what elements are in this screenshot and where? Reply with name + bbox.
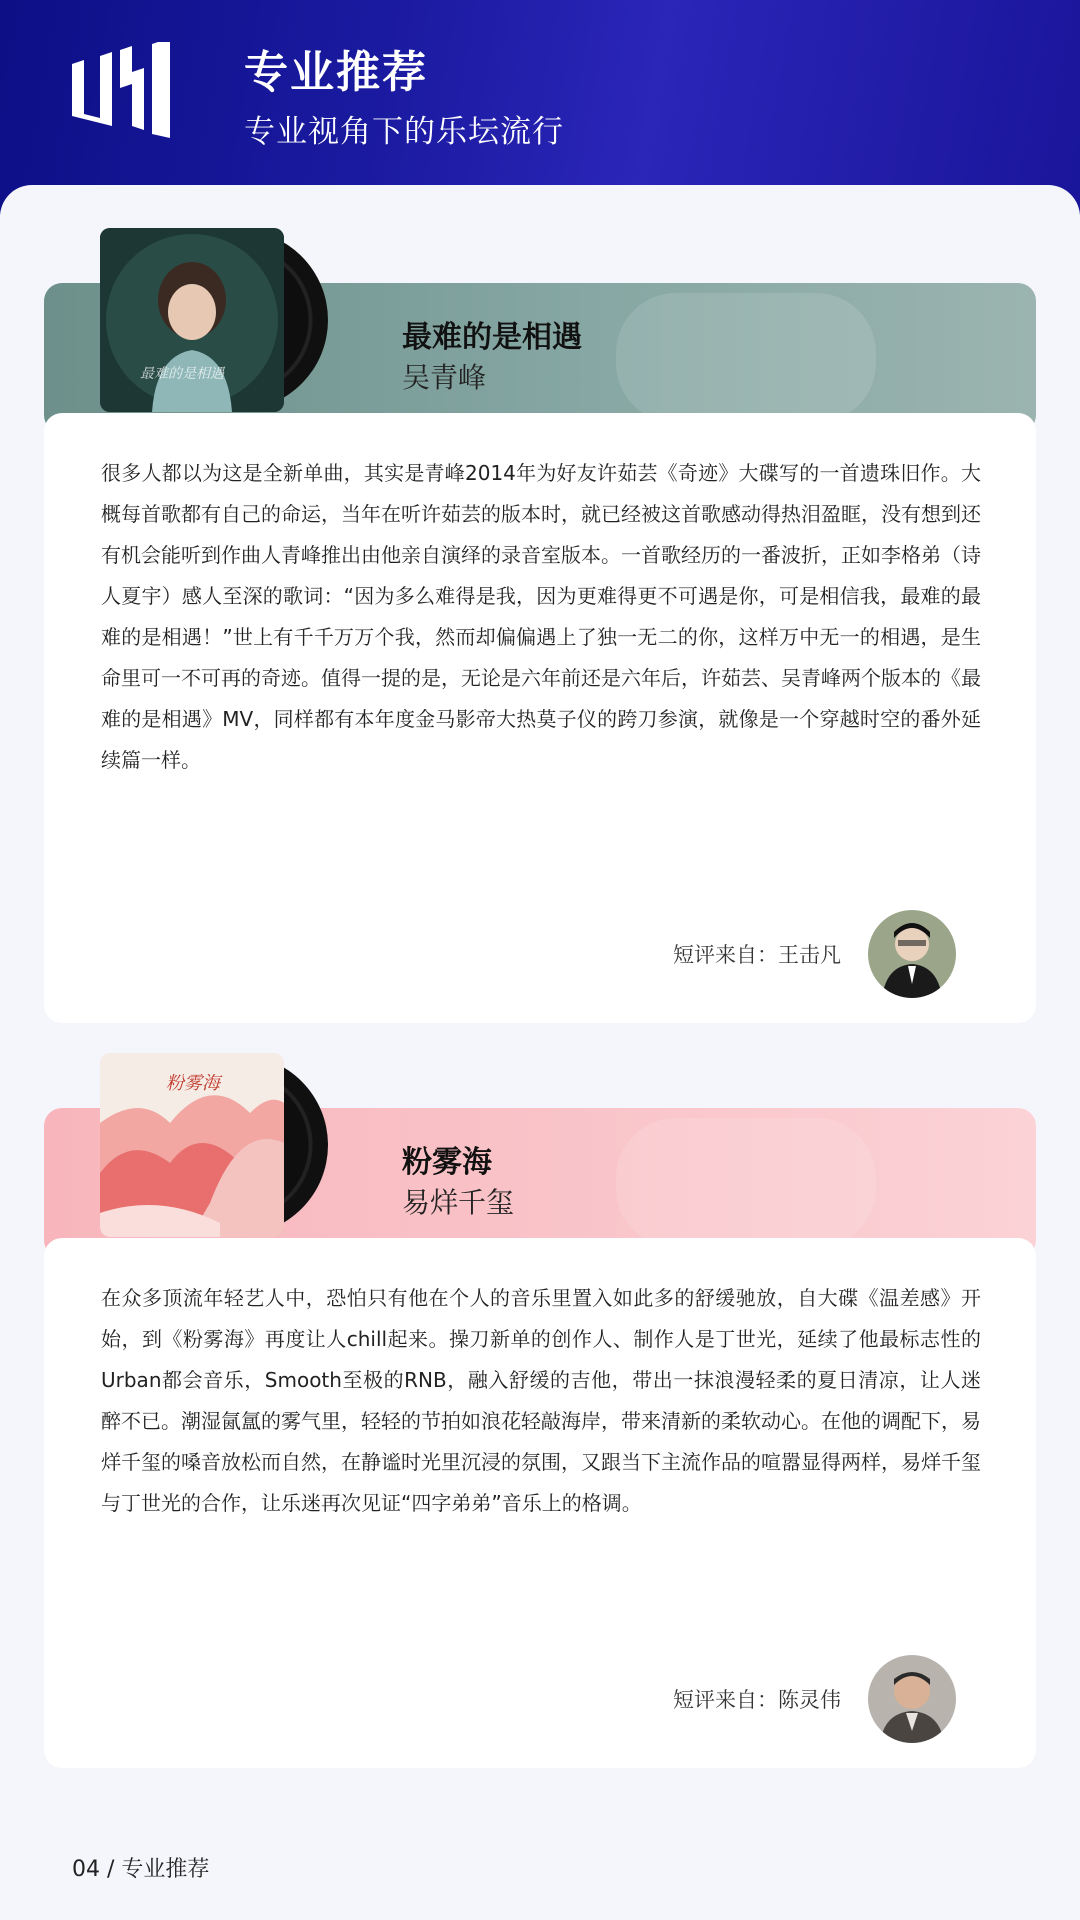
- review-text: 很多人都以为这是全新单曲，其实是青峰2014年为好友许茹芸《奇迹》大碟写的一首遗珠旧作。大概每首歌都有自己的命运，当年在听许茹芸的版本时，就已经被这首歌感动得热泪盈眶，没有想到还有机会能听到作曲人青峰推出由他亲自演绎的录音室版本。一首歌经历的一番波折，正如李格弟（诗人夏宇）感人至深的歌词：“因为多么难得是我，因为更难得更不可遇是你，可是相信我，最难的最难的是相遇！”世上有千千万万个我，然而却偏偏遇上了独一无二的你，这样万中无一的相遇，是生命里可一不可再的奇迹。值得一提的是，无论是六年前还是六年后，许茹芸、吴青峰两个版本的《最难的是相遇》MV，同样都有本年度金马影帝大热莫子仪的跨刀参演，就像是一个穿越时空的番外延续篇一样。: [101, 461, 981, 772]
- album-cover[interactable]: [100, 228, 284, 412]
- cover-text: 最难的是相遇: [140, 366, 224, 382]
- reviewer-name: 短评来自：陈灵伟: [673, 1688, 841, 1712]
- reviewer-avatar[interactable]: [868, 910, 956, 998]
- song-artist: 吴青峰: [402, 361, 487, 394]
- reviewer-name: 短评来自：王击凡: [673, 943, 841, 967]
- review-card: [44, 1238, 1036, 1768]
- song-artist: 易烊千玺: [402, 1186, 515, 1219]
- page-header: [0, 0, 1080, 215]
- album-cover-art: [100, 228, 284, 412]
- review-card: [44, 413, 1036, 1023]
- song-title: 最难的是相遇: [402, 320, 582, 355]
- uni-logo-icon: [70, 42, 174, 138]
- album-cover[interactable]: [100, 1053, 284, 1237]
- page-title: 专业推荐: [244, 47, 428, 98]
- cover-text: 粉雾海: [166, 1073, 220, 1094]
- page-subtitle: 专业视角下的乐坛流行: [244, 114, 564, 150]
- reviewer-avatar[interactable]: [868, 1655, 956, 1743]
- song-title: 粉雾海: [402, 1145, 492, 1180]
- page-footer: 04 / 专业推荐: [72, 1857, 210, 1882]
- review-text: 在众多顶流年轻艺人中，恐怕只有他在个人的音乐里置入如此多的舒缓驰放，自大碟《温差感》开始，到《粉雾海》再度让人chill起来。操刀新单的创作人、制作人是丁世光，延续了他最标志性的Urban都会音乐，Smooth至极的RNB，融入舒缓的吉他，带出一抹浪漫轻柔的夏日清凉，让人迷醉不已。潮湿氤氲的雾气里，轻轻的节拍如浪花轻敲海岸，带来清新的柔软动心。在他的调配下，易烊千玺的嗓音放松而自然，在静谧时光里沉浸的氛围，又跟当下主流作品的喧嚣显得两样，易烊千玺与丁世光的合作，让乐迷再次见证“四字弟弟”音乐上的格调。: [101, 1286, 981, 1515]
